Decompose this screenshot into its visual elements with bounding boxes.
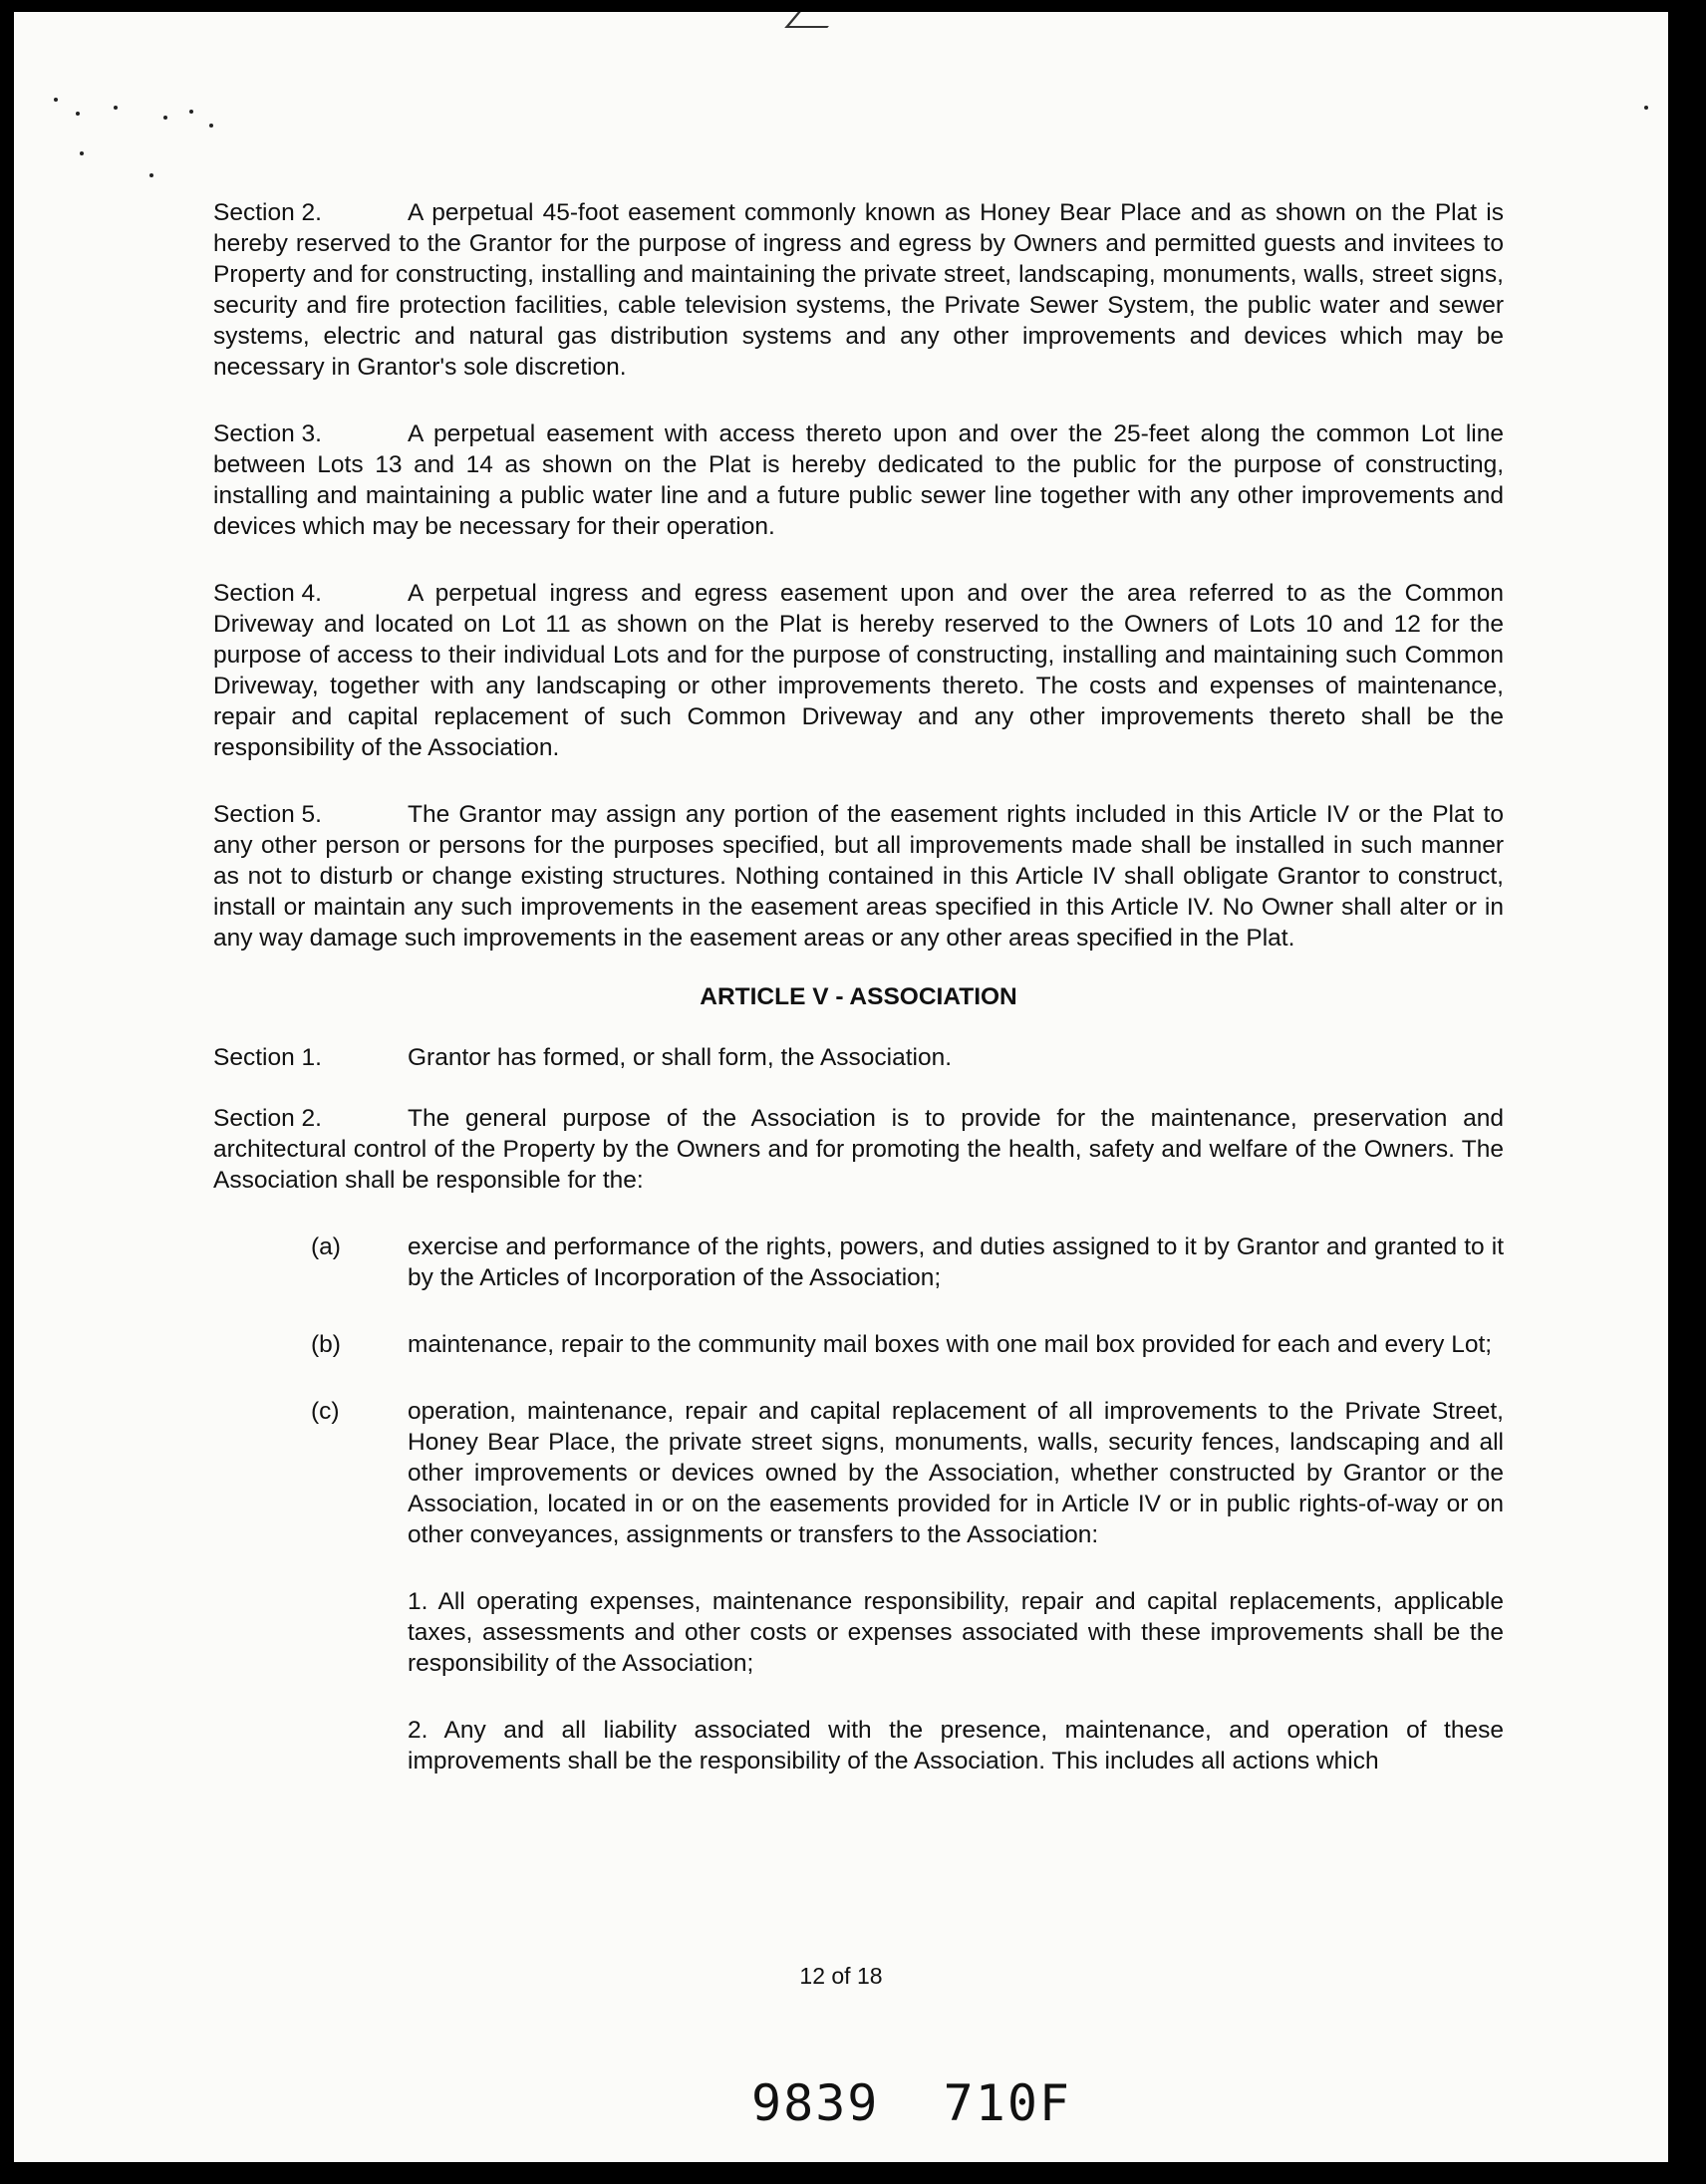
document-body (213, 197, 1504, 1812)
article-heading: ARTICLE V - ASSOCIATION (700, 983, 1017, 1010)
article-iv-section-2 (213, 197, 1504, 383)
item-letter: (c) (311, 1398, 340, 1425)
section-label: Section 5. (213, 801, 322, 828)
section-label: Section 2. (213, 1105, 322, 1132)
scan-mark (784, 12, 840, 28)
section-text: The Grantor may assign any portion of the easement rights included in this Article IV or the Plat to any other person or persons for the purposes specified, but all improvements made shall be installed in such manner as not to disturb or change existing structures. Nothing contained in this Article IV shall obligate Grantor to construct, install or maintain any such improvements in the easement areas specified in this Article IV. No Owner shall alter or in any way damage such improvements in the easement areas or any other areas specified in the Plat. (213, 801, 1504, 952)
section-text: Grantor has formed, or shall form, the Association. (408, 1044, 953, 1071)
list-item (213, 1231, 1504, 1293)
section-text: A perpetual ingress and egress easement upon and over the area referred to as the Common Driveway and located on Lot 11 as shown on the Plat is hereby reserved to the Owners of Lots 10 and 12 for the purpose of access to their individual Lots and for the purpose of constructing, installing and maintaining such Common Driveway, together with any landscaping or other improvements thereto. The costs and expenses of maintenance, repair and capital replacement of such Common Driveway and any other improvements thereto shall be the responsibility of the Association. (213, 580, 1504, 761)
section-text: A perpetual easement with access thereto upon and over the 25-feet along the common Lot line between Lots 13 and 14 as shown on the Plat is hereby dedicated to the public for the purpose of constructing, installing and maintaining a public water line and a future public sewer line together with any other improvements and devices which may be necessary for their operation. (213, 420, 1504, 540)
scan-speck (54, 98, 58, 102)
item-letter: (b) (311, 1331, 341, 1358)
article-v-section-2 (213, 1103, 1504, 1196)
section-label: Section 1. (213, 1044, 322, 1071)
section-text: The general purpose of the Association is to provide for the maintenance, preservation and architectural control of the Property by the Owners and for promoting the health, safety and welfare of the Owners. The Association shall be responsible for the: (213, 1105, 1504, 1194)
page-number: 12 of 18 (799, 1963, 883, 1989)
article-iv-section-3 (213, 418, 1504, 542)
scan-speck (114, 106, 118, 110)
sub-item: 1. All operating expenses, maintenance responsibility, repair and capital replacements, applicable taxes, assessments and other costs or expenses associated with these improvements shall be the responsibility of the Association; (408, 1588, 1504, 1677)
item-text: exercise and performance of the rights, powers, and duties assigned to it by Grantor and granted to it by the Articles of Incorporation of the Association; (408, 1233, 1504, 1291)
section-label: Section 2. (213, 199, 322, 226)
item-text: maintenance, repair to the community mail boxes with one mail box provided for each and every Lot; (408, 1331, 1493, 1358)
scan-speck (149, 173, 153, 177)
item-text: operation, maintenance, repair and capital replacement of all improvements to the Private Street, Honey Bear Place, the private street signs, monuments, walls, security fences, landscaping and all other improvements or devices owned by the Association, whether constructed by Grantor or the Association, located in or on the easements provided for in Article IV or in public rights-of-way or on other conveyances, assignments or transfers to the Association: (408, 1398, 1504, 1548)
scan-speck (80, 151, 84, 155)
section-label: Section 3. (213, 420, 322, 447)
document-stamp: 9839 710F (751, 2074, 1072, 2132)
section-label: Section 4. (213, 580, 322, 607)
item-letter: (a) (311, 1233, 341, 1260)
sub-item: 2. Any and all liability associated with the presence, maintenance, and operation of these improvements shall be the responsibility of the Association. This includes all actions which (408, 1717, 1504, 1774)
article-iv-section-4 (213, 578, 1504, 763)
section-text: A perpetual 45-foot easement commonly known as Honey Bear Place and as shown on the Plat is hereby reserved to the Grantor for the purpose of ingress and egress by Owners and permitted guests and invitees to Property and for constructing, installing and maintaining the private street, landscaping, monuments, walls, street signs, security and fire protection facilities, cable television systems, the Private Sewer System, the public water and sewer systems, electric and natural gas distribution systems and any other improvements and devices which may be necessary in Grantor's sole discretion. (213, 199, 1504, 381)
scan-speck (189, 110, 193, 114)
article-v-section-1 (213, 1042, 1504, 1073)
document-page (14, 12, 1668, 2162)
scan-speck (76, 112, 80, 116)
list-item (213, 1329, 1504, 1360)
scan-speck (209, 124, 213, 128)
article-iv-section-5 (213, 799, 1504, 954)
list-item (213, 1396, 1504, 1550)
scan-speck (163, 116, 167, 120)
scan-speck (1644, 106, 1648, 110)
